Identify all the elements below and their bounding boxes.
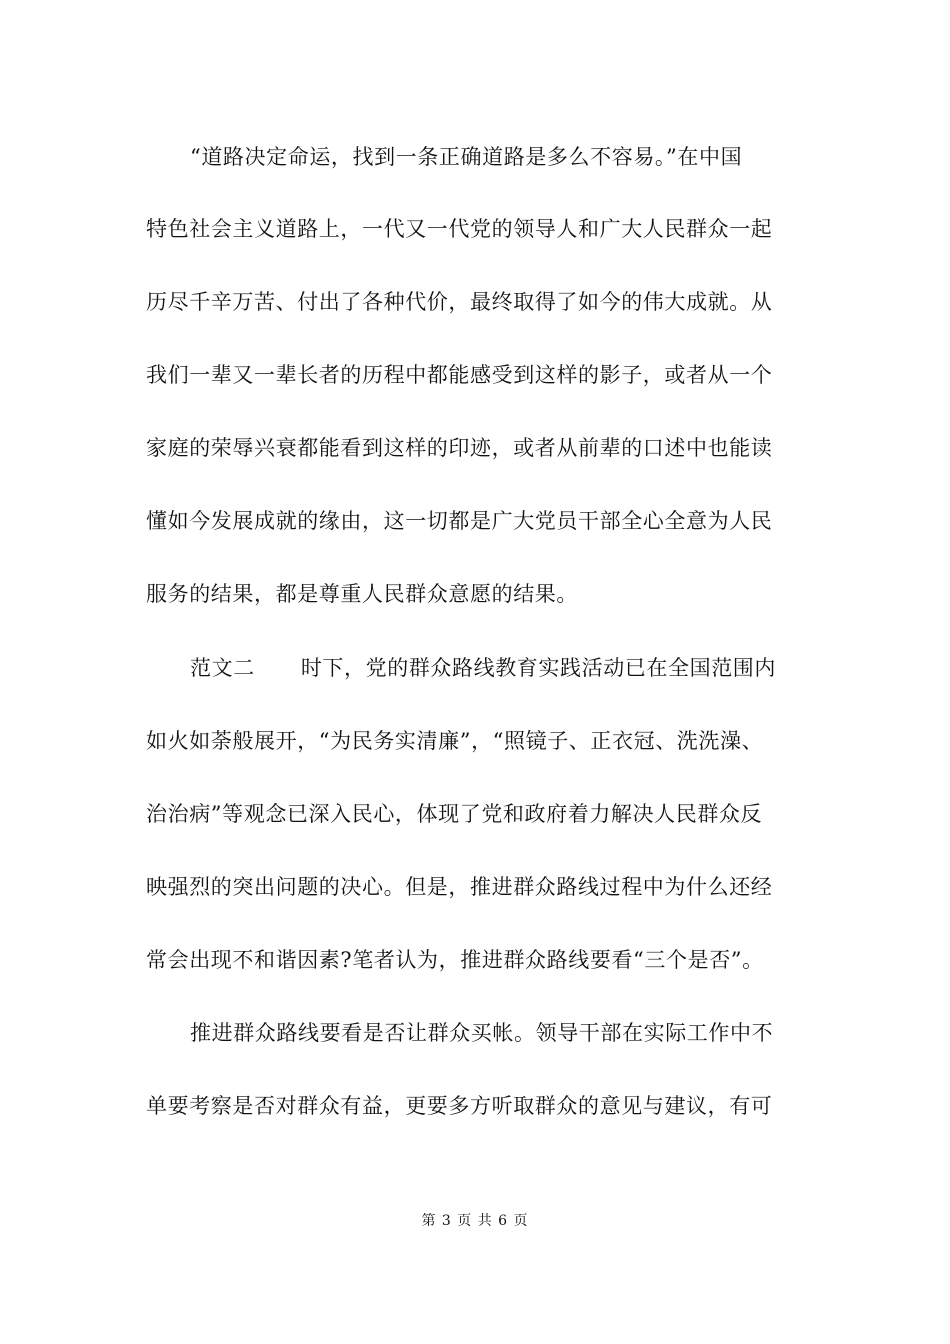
paragraph-line: 历尽千辛万苦、付出了各种代价，最终取得了如今的伟大成就。从 bbox=[146, 290, 773, 314]
paragraph-line: 特色社会主义道路上，一代又一代党的领导人和广大人民群众一起 bbox=[146, 217, 773, 241]
page-footer: 第 3 页 共 6 页 bbox=[421, 1213, 529, 1229]
paragraph-line: “道路决定命运，找到一条正确道路是多么不容易。”在中国 bbox=[190, 145, 743, 169]
paragraph-line: 家庭的荣辱兴衰都能看到这样的印迹，或者从前辈的口述中也能读 bbox=[146, 436, 773, 460]
section-title: 范文二 bbox=[190, 656, 255, 680]
paragraph-line: 常会出现不和谐因素?笔者认为，推进群众路线要看“三个是否”。 bbox=[146, 948, 764, 972]
paragraph-line: 治治病”等观念已深入民心，体现了党和政府着力解决人民群众反 bbox=[146, 802, 763, 826]
paragraph-line: 单要考察是否对群众有益，更要多方听取群众的意见与建议，有可 bbox=[146, 1094, 773, 1118]
section-first-line: 时下，党的群众路线教育实践活动已在全国范围内 bbox=[300, 656, 777, 680]
section-heading-line bbox=[190, 654, 870, 682]
paragraph-line: 我们一辈又一辈长者的历程中都能感受到这样的影子，或者从一个 bbox=[146, 363, 773, 387]
paragraph-line: 推进群众路线要看是否让群众买帐。领导干部在实际工作中不 bbox=[190, 1021, 774, 1045]
paragraph-line: 映强烈的突出问题的决心。但是，推进群众路线过程中为什么还经 bbox=[146, 875, 773, 899]
paragraph-line: 服务的结果，都是尊重人民群众意愿的结果。 bbox=[146, 582, 578, 606]
paragraph-line: 懂如今发展成就的缘由，这一切都是广大党员干部全心全意为人民 bbox=[146, 509, 773, 533]
paragraph-line: 如火如荼般展开，“为民务实清廉”，“照镜子、正衣冠、洗洗澡、 bbox=[146, 729, 764, 753]
